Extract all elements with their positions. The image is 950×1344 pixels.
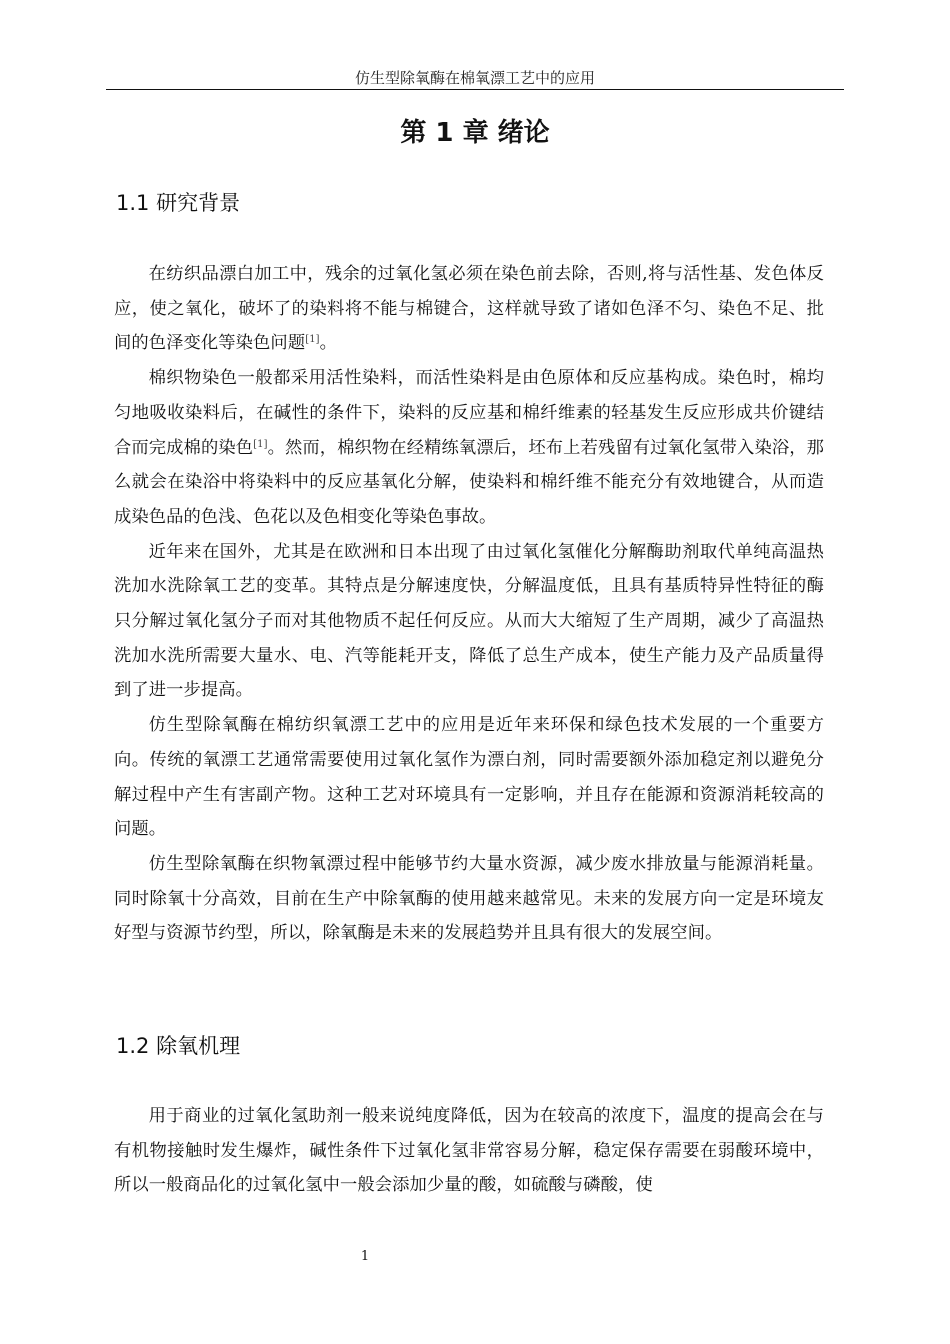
paragraph xyxy=(114,1099,824,1203)
paragraph-text: 棉织物染色一般都采用活性染料，而活性染料是由色原体和反应基构成。染色时，棉均匀地吸收染料后，在碱性的条件下，染料的反应基和棉纤维素的轻基发生反应形成共价键结合而完成棉的染色 xyxy=(114,368,824,458)
paragraph-text: 仿生型除氧酶在织物氧漂过程中能够节约大量水资源，减少废水排放量与能源消耗量。同时除氧十分高效，目前在生产中除氧酶的使用越来越常见。未来的发展方向一定是环境友好型与资源节约型，所以，除氧酶是未来的发展趋势并且具有很大的发展空间。 xyxy=(114,853,824,944)
section-title-research-background: 1.1 研究背景 xyxy=(116,191,241,215)
paragraph xyxy=(114,257,824,361)
citation-marker[interactable]: [1] xyxy=(253,438,268,450)
header-divider xyxy=(106,89,844,90)
paragraph xyxy=(114,535,824,709)
page-number: 1 xyxy=(360,1249,370,1264)
paragraph-text: 仿生型除氧酶在棉纺织氧漂工艺中的应用是近年来环保和绿色技术发展的一个重要方向。传统的氧漂工艺通常需要使用过氧化氢作为漂白剂，同时需要额外添加稳定剂以避免分解过程中产生有害副产物。这种工艺对环境具有一定影响，并且存在能源和资源消耗较高的问题。 xyxy=(114,715,824,840)
paragraph-tail: 。然而，棉织物在经精练氧漂后，坯布上若残留有过氧化氢带入染浴，那么就会在染浴中将染料中的反应基氧化分解，使染料和棉纤维不能充分有效地键合，从而造成染色品的色浅、色花以及色相变化等染色事故。 xyxy=(114,437,824,527)
paragraph xyxy=(114,361,824,535)
citation-marker[interactable]: [1] xyxy=(305,334,320,346)
paragraph xyxy=(114,847,824,951)
chapter-title: 第 1 章 绪论 xyxy=(400,118,550,148)
section-title-deoxygenation-mechanism: 1.2 除氧机理 xyxy=(116,1034,241,1058)
section-body-research-background xyxy=(114,257,824,951)
running-header: 仿生型除氧酶在棉氧漂工艺中的应用 xyxy=(354,69,595,87)
paragraph-text: 近年来在国外，尤其是在欧洲和日本出现了由过氧化氢催化分解酶助剂取代单纯高温热洗加水洗除氧工艺的变革。其特点是分解速度快，分解温度低，且具有基质特异性特征的酶只分解过氧化氢分子而对其他物质不起任何反应。从而大大缩短了生产周期，减少了高温热洗加水洗所需要大量水、电、汽等能耗开支，降低了总生产成本，使生产能力及产品质量得到了进一步提高。 xyxy=(114,541,824,701)
paragraph-text: 在纺织品漂白加工中，残余的过氧化氢必须在染色前去除，否则,将与活性基、发色体反应，使之氧化，破坏了的染料将不能与棉键合，这样就导致了诸如色泽不匀、染色不足、批间的色泽变化等染色问题 xyxy=(114,264,824,354)
paragraph-tail: 。 xyxy=(319,333,338,354)
section-body-deoxygenation-mechanism xyxy=(114,1099,824,1203)
paragraph-text: 用于商业的过氧化氢助剂一般来说纯度降低，因为在较高的浓度下，温度的提高会在与有机物接触时发生爆炸，碱性条件下过氧化氢非常容易分解，稳定保存需要在弱酸环境中，所以一般商品化的过氧化氢中一般会添加少量的酸，如硫酸与磷酸，使 xyxy=(114,1106,824,1196)
paragraph xyxy=(114,708,824,847)
